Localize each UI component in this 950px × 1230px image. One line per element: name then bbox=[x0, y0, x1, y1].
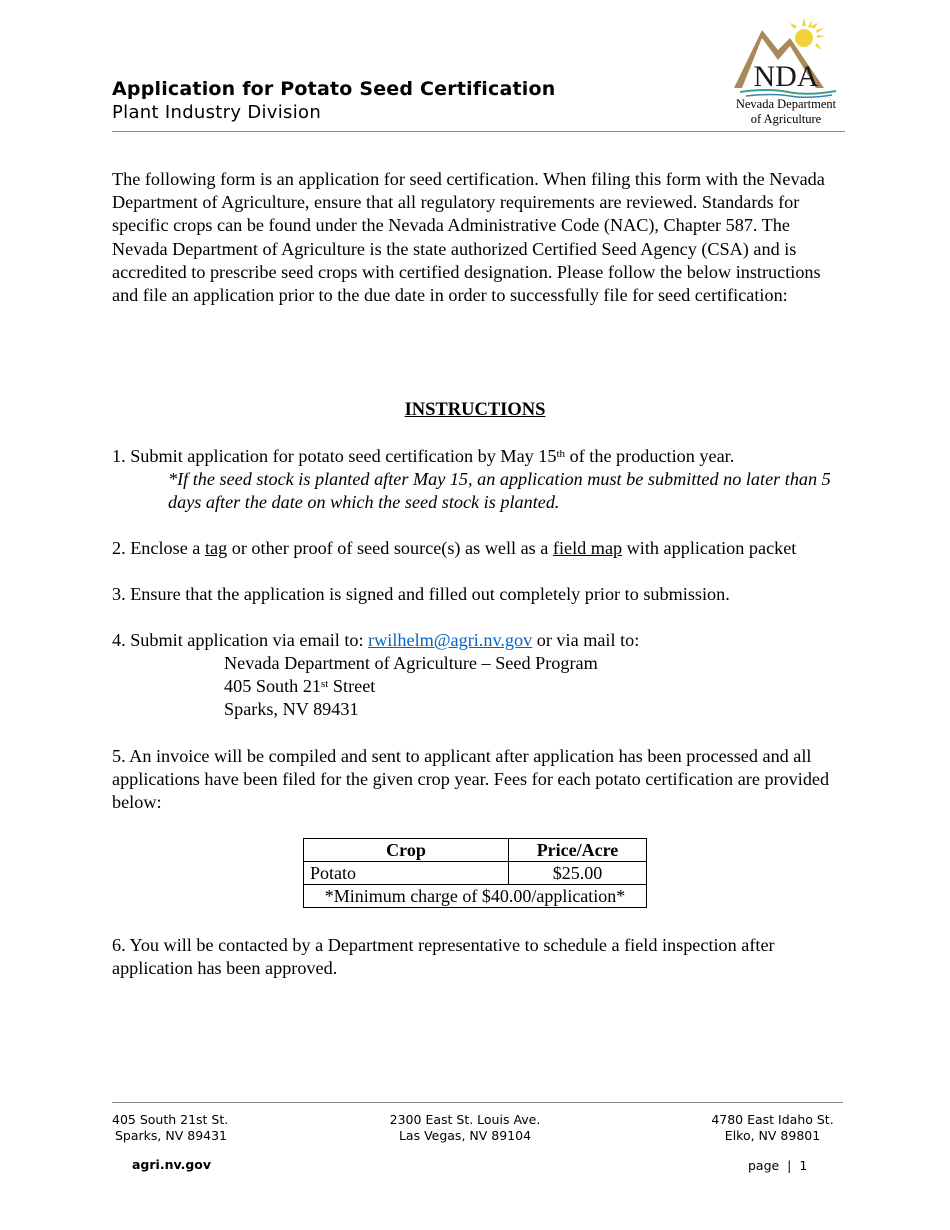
logo-line-2: of Agriculture bbox=[750, 112, 822, 126]
table-row bbox=[304, 862, 647, 885]
logo-line-1: Nevada Department bbox=[735, 97, 837, 111]
sun-icon bbox=[790, 18, 825, 50]
footer-left-line-1: 405 South 21st St. bbox=[112, 1112, 229, 1127]
footer-right-line-1: 4780 East Idaho St. bbox=[711, 1112, 834, 1127]
page-subtitle: Plant Industry Division bbox=[112, 102, 322, 123]
address-street-end: Street bbox=[328, 676, 376, 696]
address-line-2 bbox=[224, 675, 375, 698]
intro-paragraph: The following form is an application for seed certification. When filing this form with the Nevada Department of Agriculture, ensure that all regulatory requirements are reviewed. Standards for specific crops can be found under the Nevada Administrative Code (NAC), Chapter 587. The Nevada Department of Agriculture is the state authorized Certified Seed Agency (CSA) and is accredited to prescribe seed crops with certified designation. Please follow the below instructions and file an application prior to the due date in order to successfully file for seed certification: bbox=[112, 169, 825, 306]
instruction-2 bbox=[112, 537, 842, 560]
table-header-row bbox=[304, 839, 647, 862]
footer-mid-line-1: 2300 East St. Louis Ave. bbox=[389, 1112, 541, 1127]
instruction-2-text-end: with application packet bbox=[622, 538, 797, 558]
footer-address-sparks bbox=[112, 1112, 228, 1143]
footer-divider bbox=[112, 1102, 843, 1103]
address-street: 405 South 21 bbox=[224, 676, 322, 696]
minimum-charge-note: *Minimum charge of $40.00/application* bbox=[304, 885, 647, 908]
fee-table bbox=[303, 838, 647, 908]
page-title: Application for Potato Seed Certification bbox=[112, 78, 556, 100]
tag-term: tag bbox=[204, 538, 228, 558]
email-link[interactable]: rwilhelm@agri.nv.gov bbox=[368, 630, 533, 650]
instruction-1-sup: th bbox=[556, 448, 566, 460]
instruction-5: 5. An invoice will be compiled and sent to applicant after application has been processed and all applications have been filed for the given crop year. Fees for each potato certification are provided below: bbox=[112, 746, 830, 813]
column-header-price: Price/Acre bbox=[509, 839, 647, 862]
column-header-crop: Crop bbox=[304, 839, 509, 862]
header-divider bbox=[112, 131, 845, 132]
instruction-1-note: *If the seed stock is planted after May 15, an application must be submitted no later than 5 days after the date on which the seed stock is planted. bbox=[168, 469, 831, 513]
address-sup: st bbox=[321, 678, 329, 690]
instruction-4 bbox=[112, 629, 842, 652]
footer-mid-line-2: Las Vegas, NV 89104 bbox=[398, 1127, 532, 1143]
svg-text:NDA: NDA bbox=[753, 60, 819, 93]
instruction-4-text-end: or via mail to: bbox=[532, 630, 640, 650]
footer-address-las-vegas bbox=[380, 1112, 550, 1143]
address-line-3: Sparks, NV 89431 bbox=[224, 699, 359, 719]
field-map-term: field map bbox=[552, 538, 623, 558]
instruction-6: 6. You will be contacted by a Department representative to schedule a field inspection after application has been approved. bbox=[112, 935, 775, 979]
table-note-row bbox=[304, 885, 647, 908]
instruction-2-text: 2. Enclose a bbox=[112, 538, 205, 558]
cell-price: $25.00 bbox=[509, 862, 647, 885]
cell-crop: Potato bbox=[304, 862, 509, 885]
instructions-heading: INSTRUCTIONS bbox=[404, 400, 546, 420]
page-number: page | 1 bbox=[748, 1158, 808, 1173]
instruction-1-text-end: of the production year. bbox=[565, 446, 735, 466]
footer-address-elko bbox=[705, 1112, 840, 1143]
footer-website[interactable]: agri.nv.gov bbox=[132, 1157, 212, 1172]
instruction-4-text: 4. Submit application via email to: bbox=[112, 630, 369, 650]
address-line-1: Nevada Department of Agriculture – Seed Program bbox=[224, 653, 598, 673]
instruction-2-text-mid: or other proof of seed source(s) as well as a bbox=[227, 538, 553, 558]
footer-left-line-2: Sparks, NV 89431 bbox=[115, 1127, 228, 1143]
instruction-3: 3. Ensure that the application is signed and filled out completely prior to submission. bbox=[112, 584, 730, 604]
instruction-1 bbox=[112, 445, 842, 468]
instruction-1-text: 1. Submit application for potato seed certification by May 15 bbox=[112, 446, 557, 466]
footer-right-line-2: Elko, NV 89801 bbox=[724, 1127, 821, 1143]
